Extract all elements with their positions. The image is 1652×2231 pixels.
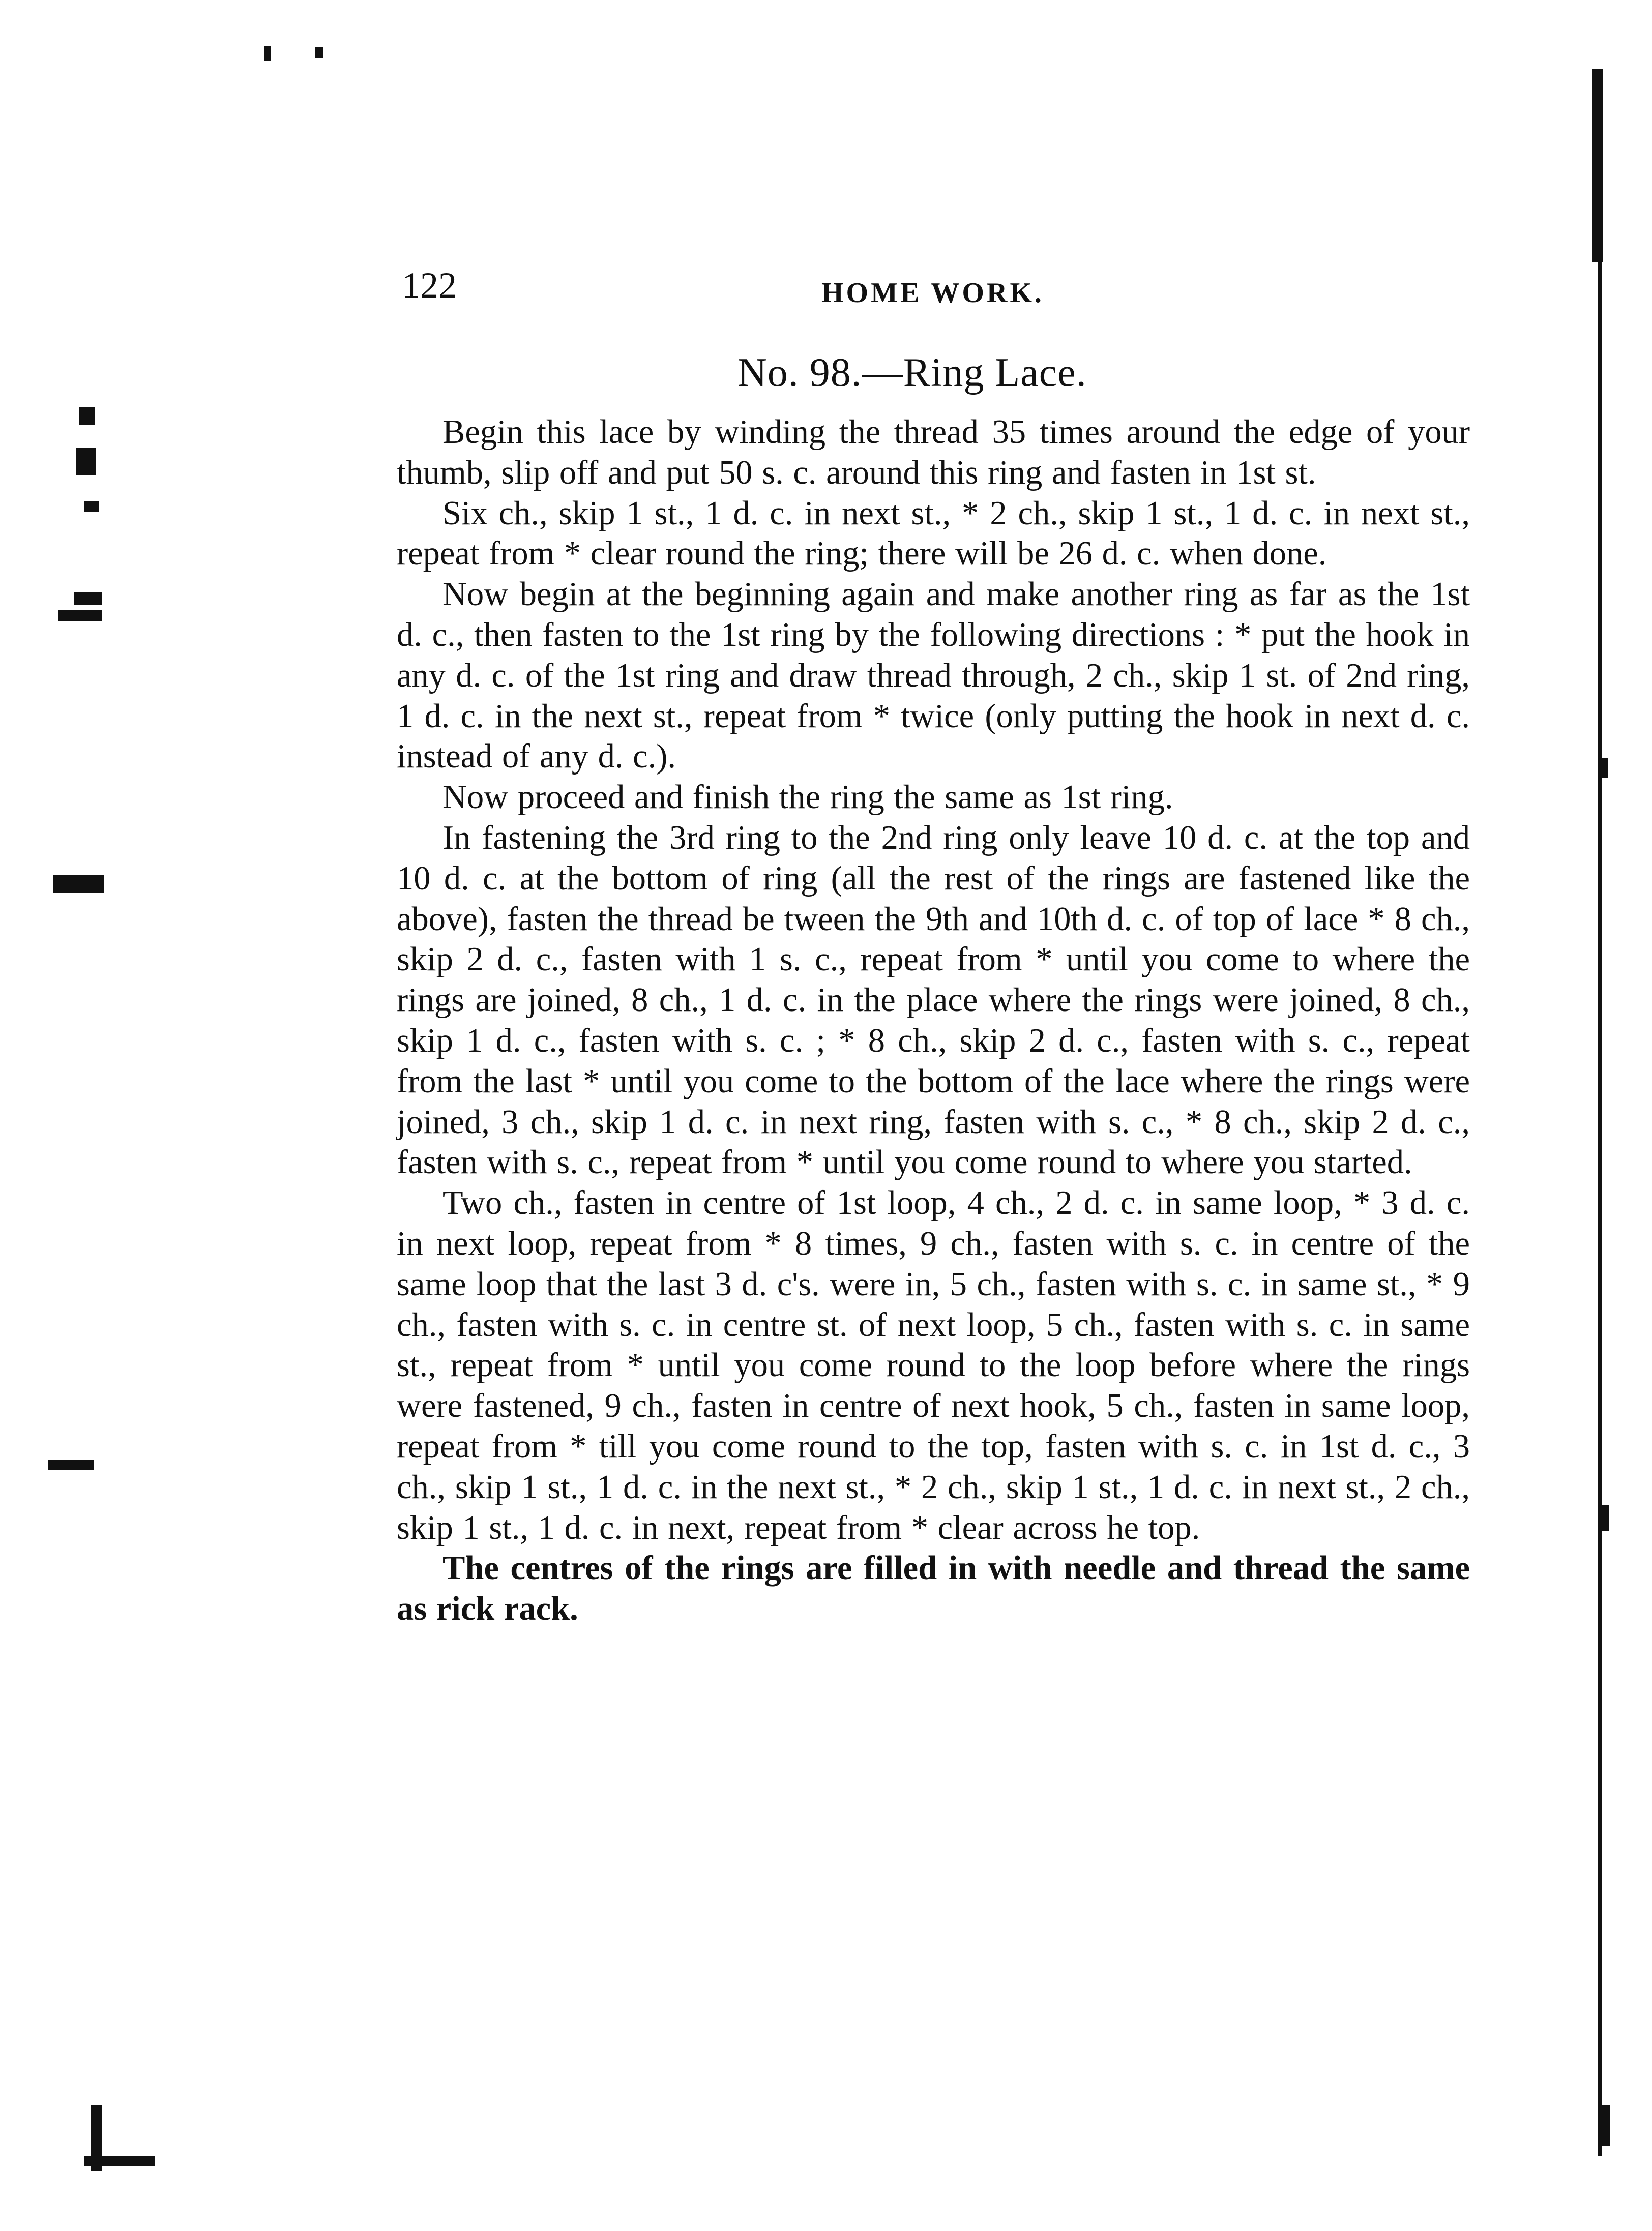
paragraph: The centres of the rings are filled in with needle and thread the same as rick rack. (397, 1550, 1470, 1628)
scan-mark (58, 610, 102, 621)
section-title: No. 98.—Ring Lace. (738, 350, 1087, 395)
scan-mark (84, 501, 99, 512)
scan-mark (1602, 1505, 1609, 1531)
scan-mark (76, 448, 96, 475)
page-number: 122 (402, 265, 457, 306)
scan-mark (79, 407, 95, 425)
scan-mark (1602, 758, 1608, 778)
scan-mark (264, 46, 271, 61)
scan-mark (84, 2156, 155, 2166)
paragraph: Now proceed and finish the ring the same as 1st ring. (442, 779, 1173, 816)
paragraph: Six ch., skip 1 st., 1 d. c. in next st., * 2 ch., skip 1 st., 1 d. c. in next st., repeat from * clear round the ring; there will be 26 d. c. when done. (397, 494, 1470, 573)
scan-mark (74, 592, 102, 605)
paragraph: In fastening the 3rd ring to the 2nd ring only leave 10 d. c. at the top and 10 d. c. at the bottom of ring (all the rest of the rings are fastened like the above), fasten the thread be tween the 9th and 10th d. c. of top of lace * 8 ch., skip 2 d. c., fasten with 1 s. c., repeat from * until you come to where the rings are joined, 8 ch., 1 d. c. in the place where the rings were joined, 8 ch., skip 1 d. c., fasten with s. c. ; * 8 ch., skip 2 d. c., fasten with s. c., repeat from the last * until you come to the bottom of the lace where the rings were joined, 3 ch., skip 1 d. c. in next ring, fasten with s. c., * 8 ch., skip 2 d. c., fasten with s. c., repeat from * until you come round to where you started. (397, 819, 1470, 1181)
running-head: HOME WORK. (821, 277, 1044, 309)
scan-mark (1592, 69, 1603, 262)
body-text (397, 412, 1470, 1629)
scan-mark (1598, 254, 1602, 2156)
scan-mark (48, 1460, 94, 1470)
scan-mark (315, 47, 323, 58)
paragraph: Two ch., fasten in centre of 1st loop, 4 ch., 2 d. c. in same loop, * 3 d. c. in next loop, repeat from * 8 times, 9 ch., fasten with s. c. in centre of the same loop that the last 3 d. c's. were in, 5 ch., fasten with s. c. in same st., * 9 ch., fasten with s. c. in centre st. of next loop, 5 ch., fasten with s. c. in same st., repeat from * until you come round to the loop before where the rings were fastened, 9 ch., fasten in centre of next hook, 5 ch., fasten in same loop, repeat from * till you come round to the top, fasten with s. c. in 1st d. c., 3 ch., skip 1 st., 1 d. c. in the next st., * 2 ch., skip 1 st., 1 d. c. in next st., 2 ch., skip 1 st., 1 d. c. in next, repeat from * clear across he top. (397, 1184, 1470, 1546)
paragraph: Now begin at the beginning again and make another ring as far as the 1st d. c., then fasten to the 1st ring by the following directions : * put the hook in any d. c. of the 1st ring and draw thread through, 2 ch., skip 1 st. of 2nd ring, 1 d. c. in the next st., repeat from * twice (only putting the hook in next d. c. instead of any d. c.). (397, 576, 1470, 776)
scan-mark (1602, 2105, 1610, 2146)
scan-mark (53, 875, 104, 893)
paragraph: Begin this lace by winding the thread 35 times around the edge of your thumb, slip off and put 50 s. c. around this ring and fasten in 1st st. (397, 413, 1470, 491)
